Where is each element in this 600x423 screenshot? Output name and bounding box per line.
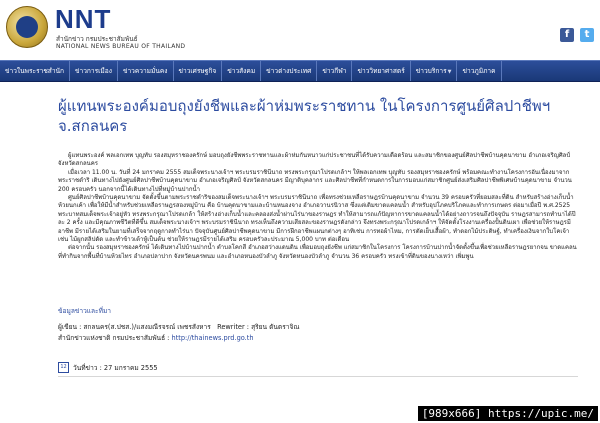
article-paragraph: ศูนย์ศิลปาชีพบ้านคุดนาขาม จัดตั้งขึ้นตามพระราชดำริของสมเด็จพระนางเจ้าฯ พระบรมราชินีนาถ เพื่อทรงช่วยเหลือราษฎรบ้านคุดนาขาม จำนวน 39 ครอบครัวที่ยอมสละที่ดิน สำหรับสร้างอ่างเก็บน้ำห้วยนกเค้า เพื่อให้มีน้ำสำหรับช่วยเหลือราษฎรสองหมู่บ้าน คือ บ้านคุดนาขามและบ้านหนองจาง อำเภอวานรนิวาส ซึ่งแต่เดิมขาดแคลนน้ำ สำหรับอุปโภคบริโภคและทำการเกษตร ต่อมาเมื่อปี พ.ศ.2525 พระบาทสมเด็จพระเจ้าอยู่หัว ทรงพระกรุณาโปรดเกล้า ให้สร้างอ่างเก็บน้ำและคลองส่งน้ำผ่านไร่นาของราษฎร ทำให้สามารถแก้ปัญหาการขาดแคลนน้ำได้อย่างถาวรจนถึงปัจจุบัน ราษฎรสามารถทำนาได้ปีละ 2 ครั้ง และมีคุณภาพชีวิตที่ดีขึ้น สมเด็จพระนางเจ้าฯ พระบรมราชินีนาถ ทรงเห็นถึงความเสียสละของราษฎรดังกล่าว จึงทรงพระกรุณาโปรดเกล้าฯ ให้จัดตั้งโรงงานเครื่องปั้นดินเผา เพื่อช่วยให้ราษฎรมีอาชีพ มีรายได้เสริมในยามที่เสร็จจากฤดูกาลทำไร่นา ปัจจุบันศูนย์ศิลปาชีพคุดนาขาม มีการฝึกอาชีพแผนกต่างๆ อาทิเช่น การทอผ้าไหม, การตัดเย็บเสื้อผ้า, ทำดอกไม้ประดิษฐ์, ทำเครื่องเงินจากใบโคเจ้า เช่น ไม้ผูกสลิปดัด และทำข้าวเต้าหู้เป็นต้น ช่วยให้ราษฎรมีรายได้เสริม ครอบครัวละประมาณ 5,000 บาท ต่อเดือน <box>58 194 576 244</box>
site-subtitle-th: สำนักข่าว กรมประชาสัมพันธ์ <box>56 35 138 43</box>
prd-seal-logo[interactable] <box>6 6 48 48</box>
source-heading: ข้อมูลข่าวและที่มา <box>58 307 111 315</box>
author-credit: ผู้เขียน : สกลนคร(ส.ปชส.)/แสงมณีรจรณ์ เพชรสังหาร <box>58 323 211 331</box>
nav-item-security[interactable]: ข่าวความมั่นคง <box>118 61 174 81</box>
site-brand[interactable]: NNT <box>55 4 112 34</box>
nav-item-science[interactable]: ข่าววิทยาศาสตร์ <box>352 61 410 81</box>
article-paragraph: ต่อจากนั้น รองสมุหราชองครักษ์ ได้เดินทางไปบ้านปากน้ำ ตำบลโคกสี อำเภอสว่างแดนดิน เพื่อมอบถุงยังชีพ แก่สมาชิกในโครงการ โครงการบ้านปากน้ำจัดตั้งขึ้นเพื่อช่วยเหลือราษฎรยากจน ขาดแคลนที่ทำกินจากพื้นที่บ้านห้วยไทร อำเภอปลาปาก จังหวัดนครพนม และอำเภอหนองบัวลำภู จังหวัดหนองบัวลำภู จำนวน 36 ครอบครัว ทรงเข้าที่ดินของนางเหว่า เพิ่มพูน <box>58 244 577 260</box>
nav-item-economy[interactable]: ข่าวเศรษฐกิจ <box>174 61 223 81</box>
main-nav <box>0 60 600 82</box>
news-date-row <box>58 362 158 372</box>
article-paragraph: เมื่อเวลา 11.00 น. วันที่ 24 มกราคม 2555 สมเด็จพระนางเจ้าฯ พระบรมราชินีนาถ ทรงพระกรุณาโปรดเกล้าฯ ให้พลเอกเทพ บุญทับ รองสมุหราชองครักษ์ พร้อมคณะทำงานโครงการอันเนื่องมาจากพระราชดำริ เดินทางไปยังศูนย์ศิลปาชีพบ้านคุดนาขาม อำเภอเจริญศิลป์ จังหวัดสกลนคร มีญาติบุคลากร และศิลปาชีพที่กำหนดการในการมอบแก่สมาชิกศูนย์ส่งเสริมศิลปาชีพพิเศษบ้านคุดนาขาม จำนวน 200 ครอบครัว นอกจากนี้ได้เดินทางไปที่หมู่บ้านปากน้ำ <box>58 168 572 193</box>
nav-item-sport[interactable]: ข่าวกีฬา <box>317 61 352 81</box>
nav-item-politics[interactable]: ข่าวการเมือง <box>70 61 118 81</box>
chevron-down-icon: ▼ <box>447 69 452 75</box>
calendar-icon: 12 <box>58 362 69 373</box>
nav-item-regional[interactable]: ข่าวภูมิภาค <box>457 61 501 81</box>
nav-item-society[interactable]: ข่าวสังคม <box>222 61 261 81</box>
rewriter-credit: Rewriter : สุริยน ตันตราจิณ <box>217 323 300 331</box>
upload-watermark: [989x666] https://upic.me/ <box>418 406 598 421</box>
site-subtitle-en: NATIONAL NEWS BUREAU OF THAILAND <box>56 43 186 50</box>
twitter-icon[interactable]: t <box>580 28 594 42</box>
site-header <box>0 0 600 60</box>
nav-item-royal[interactable]: ข่าวในพระราชสำนัก <box>0 61 70 81</box>
nav-item-foreign[interactable]: ข่าวต่างประเทศ <box>261 61 317 81</box>
social-icons <box>560 28 594 42</box>
article-paragraph: ผู้แทนพระองค์ พลเอกเทพ บุญทับ รองสมุหราชองครักษ์ มอบถุงยังชีพพระราชทานและผ้าห่มกันหนาวแก่ประชาชนที่ได้รับความเดือดร้อน และสมาชิกของศูนย์ศิลปาชีพบ้านคุดนาขาม อำเภอเจริญศิลป์ จังหวัดสกลนคร <box>58 152 571 168</box>
article-title: ผู้แทนพระองค์มอบถุงยังชีพและผ้าห่มพระราชทาน ในโครงการศูนย์ศิลปาชีพฯ จ.สกลนคร <box>58 97 551 135</box>
agency-label: สำนักข่าวแห่งชาติ กรมประชาสัมพันธ์ : <box>58 334 172 342</box>
news-date: วันที่ข่าว : 27 มกราคม 2555 <box>73 363 158 372</box>
nav-item-service[interactable]: ข่าวบริการ▼ <box>411 61 458 81</box>
agency-link[interactable]: http://thainews.prd.go.th <box>171 334 254 342</box>
article-body <box>58 152 578 261</box>
facebook-icon[interactable]: f <box>560 28 574 42</box>
divider <box>58 376 578 377</box>
article-credits <box>58 322 299 344</box>
